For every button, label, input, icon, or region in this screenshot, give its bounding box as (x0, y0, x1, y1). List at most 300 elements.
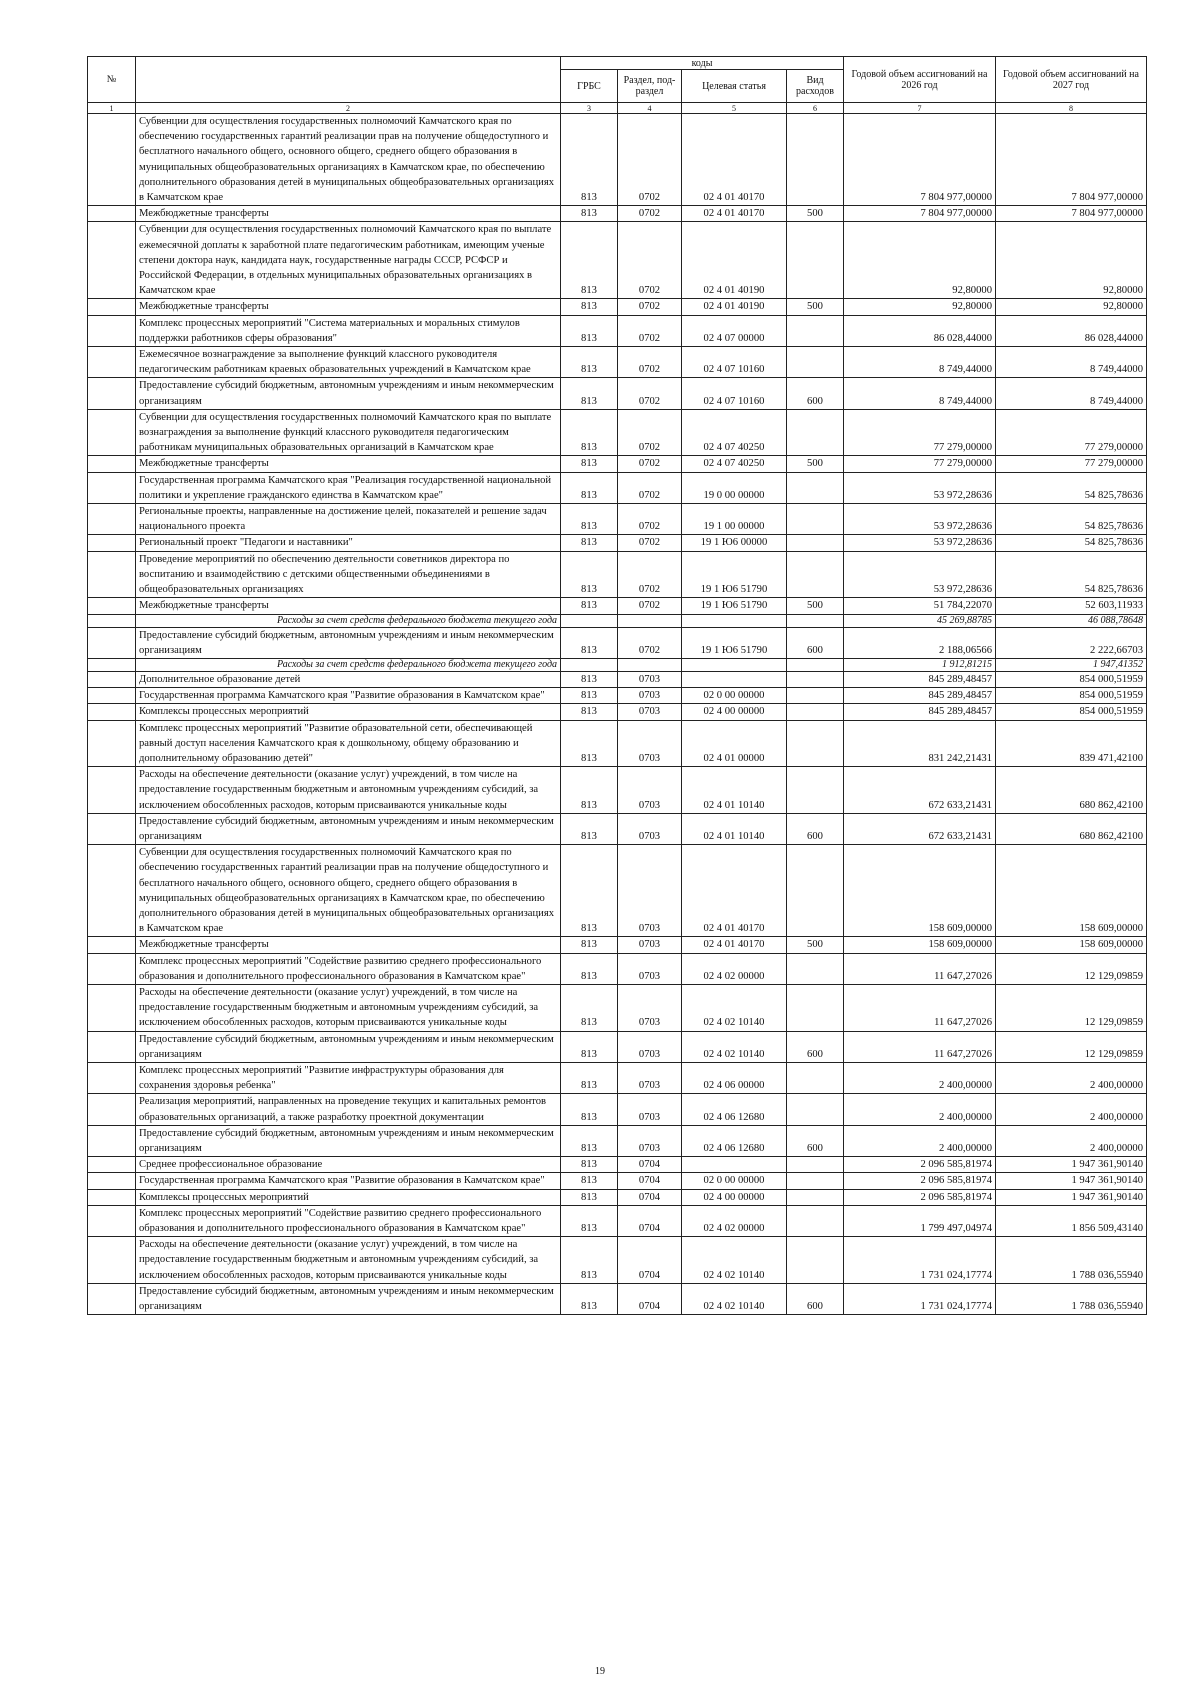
item-name-cell: Межбюджетные трансферты (136, 598, 561, 614)
razdel-cell: 0702 (618, 551, 682, 598)
expense-type-cell: 600 (787, 813, 844, 844)
target-article-cell: 02 4 01 10140 (682, 813, 787, 844)
expense-type-cell (787, 720, 844, 767)
razdel-cell: 0703 (618, 937, 682, 953)
target-article-cell: 02 0 00 00000 (682, 1173, 787, 1189)
razdel-cell: 0702 (618, 472, 682, 503)
table-row (88, 114, 1147, 206)
item-name-cell: Расходы на обеспечение деятельности (оказание услуг) учреждений, в том числе на предоставление государственным бюджетным и автономным учреждениям субсидий, за исключением обособленных расходов, которым присваиваются уникальные коды (136, 767, 561, 814)
grbs-cell: 813 (561, 984, 618, 1031)
target-article-cell: 02 4 00 00000 (682, 704, 787, 720)
item-name-cell: Государственная программа Камчатского края "Развитие образования в Камчатском крае" (136, 688, 561, 704)
expense-type-cell: 600 (787, 1031, 844, 1062)
item-name-cell: Предоставление субсидий бюджетным, автономным учреждениям и иным некоммерческим организациям (136, 378, 561, 409)
row-number-cell (88, 984, 136, 1031)
expense-type-cell: 600 (787, 1125, 844, 1156)
page-number: 19 (595, 1666, 605, 1677)
volume-2027-cell: 1 947 361,90140 (996, 1189, 1147, 1205)
header-grbs: ГРБС (561, 70, 618, 103)
volume-2026-cell: 11 647,27026 (844, 1031, 996, 1062)
grbs-cell: 813 (561, 409, 618, 456)
table-row (88, 720, 1147, 767)
volume-2026-cell: 7 804 977,00000 (844, 206, 996, 222)
item-name-cell: Предоставление субсидий бюджетным, автономным учреждениям и иным некоммерческим организациям (136, 1283, 561, 1314)
volume-2026-cell: 53 972,28636 (844, 551, 996, 598)
row-number-cell (88, 1237, 136, 1284)
volume-2026-cell: 45 269,88785 (844, 614, 996, 627)
expense-type-cell: 500 (787, 598, 844, 614)
expense-type-cell: 500 (787, 937, 844, 953)
item-name-cell: Комплекс процессных мероприятий "Содействие развитию среднего профессионального образования и дополнительного профессионального образования в Камчатском крае" (136, 1205, 561, 1236)
item-name-cell: Проведение мероприятий по обеспечению деятельности советников директора по воспитанию и взаимодействию с детскими общественными объединениями в общеобразовательных организациях (136, 551, 561, 598)
grbs-cell: 813 (561, 535, 618, 551)
volume-2027-cell: 12 129,09859 (996, 984, 1147, 1031)
row-number-cell (88, 845, 136, 937)
volume-2026-cell: 2 188,06566 (844, 627, 996, 658)
grbs-cell: 813 (561, 1157, 618, 1173)
grbs-cell: 813 (561, 472, 618, 503)
volume-2027-cell: 854 000,51959 (996, 704, 1147, 720)
grbs-cell: 813 (561, 1283, 618, 1314)
grbs-cell: 813 (561, 688, 618, 704)
grbs-cell: 813 (561, 1125, 618, 1156)
target-article-cell: 02 4 01 40190 (682, 299, 787, 315)
volume-2027-cell: 2 222,66703 (996, 627, 1147, 658)
item-name-cell: Региональные проекты, направленные на достижение целей, показателей и решение задач национального проекта (136, 504, 561, 535)
row-number-cell (88, 551, 136, 598)
volume-2027-cell: 8 749,44000 (996, 378, 1147, 409)
grbs-cell: 813 (561, 813, 618, 844)
row-number-cell (88, 1189, 136, 1205)
volume-2027-cell: 1 947 361,90140 (996, 1173, 1147, 1189)
volume-2026-cell: 845 289,48457 (844, 688, 996, 704)
volume-2026-cell: 158 609,00000 (844, 937, 996, 953)
header-target-article: Целевая статья (682, 70, 787, 103)
volume-2026-cell: 53 972,28636 (844, 472, 996, 503)
target-article-cell: 02 4 07 10160 (682, 347, 787, 378)
row-number-cell (88, 456, 136, 472)
table-row (88, 1283, 1147, 1314)
volume-2026-cell: 831 242,21431 (844, 720, 996, 767)
expense-type-cell (787, 845, 844, 937)
item-name-cell: Реализация мероприятий, направленных на проведение текущих и капитальных ремонтов образовательных организаций, а также разработку проектной документации (136, 1094, 561, 1125)
table-row (88, 1173, 1147, 1189)
budget-table (87, 56, 1147, 1315)
volume-2026-cell: 53 972,28636 (844, 504, 996, 535)
grbs-cell: 813 (561, 1205, 618, 1236)
expense-type-cell: 500 (787, 456, 844, 472)
grbs-cell: 813 (561, 1094, 618, 1125)
target-article-cell: 19 1 Ю6 51790 (682, 598, 787, 614)
target-article-cell: 02 4 02 10140 (682, 984, 787, 1031)
razdel-cell: 0702 (618, 315, 682, 346)
target-article-cell: 02 4 02 10140 (682, 1031, 787, 1062)
table-row (88, 222, 1147, 299)
table-row (88, 627, 1147, 658)
header-num: № (88, 57, 136, 103)
volume-2026-cell: 8 749,44000 (844, 378, 996, 409)
row-number-cell (88, 1205, 136, 1236)
razdel-cell: 0703 (618, 1031, 682, 1062)
table-row (88, 845, 1147, 937)
volume-2027-cell: 7 804 977,00000 (996, 206, 1147, 222)
table-row (88, 535, 1147, 551)
grbs-cell: 813 (561, 114, 618, 206)
volume-2026-cell: 11 647,27026 (844, 953, 996, 984)
target-article-cell: 02 4 02 10140 (682, 1237, 787, 1284)
razdel-cell: 0703 (618, 720, 682, 767)
item-name-cell: Государственная программа Камчатского края "Развитие образования в Камчатском крае" (136, 1173, 561, 1189)
item-name-cell: Расходы за счет средств федерального бюджета текущего года (136, 658, 561, 671)
grbs-cell: 813 (561, 1237, 618, 1284)
razdel-cell: 0702 (618, 299, 682, 315)
table-row (88, 813, 1147, 844)
razdel-cell: 0704 (618, 1205, 682, 1236)
grbs-cell: 813 (561, 720, 618, 767)
grbs-cell: 813 (561, 704, 618, 720)
volume-2027-cell: 854 000,51959 (996, 671, 1147, 687)
item-name-cell: Субвенции для осуществления государственных полномочий Камчатского края по обеспечению государственных гарантий реализации прав на получение общедоступного и бесплатного начального общего, основного общего, среднего общего образования в муниципальных общеобразовательных организациях в Камчатском крае, по обеспечению дополнительного образования детей в муниципальных общеобразовательных организациях в Камчатском крае (136, 114, 561, 206)
grbs-cell: 813 (561, 551, 618, 598)
table-row (88, 1237, 1147, 1284)
table-row (88, 299, 1147, 315)
row-number-cell (88, 1094, 136, 1125)
target-article-cell: 02 4 01 40170 (682, 206, 787, 222)
expense-type-cell: 500 (787, 299, 844, 315)
target-article-cell: 02 4 07 10160 (682, 378, 787, 409)
target-article-cell: 19 0 00 00000 (682, 472, 787, 503)
volume-2026-cell: 845 289,48457 (844, 671, 996, 687)
expense-type-cell (787, 1173, 844, 1189)
expense-type-cell (787, 984, 844, 1031)
table-body (88, 114, 1147, 1315)
target-article-cell: 02 4 07 40250 (682, 409, 787, 456)
razdel-cell (618, 614, 682, 627)
row-number-cell (88, 598, 136, 614)
column-number-3: 3 (561, 103, 618, 114)
item-name-cell: Комплексы процессных мероприятий (136, 704, 561, 720)
volume-2026-cell: 51 784,22070 (844, 598, 996, 614)
volume-2026-cell: 86 028,44000 (844, 315, 996, 346)
volume-2026-cell: 845 289,48457 (844, 704, 996, 720)
item-name-cell: Расходы за счет средств федерального бюджета текущего года (136, 614, 561, 627)
table-row (88, 347, 1147, 378)
volume-2027-cell: 92,80000 (996, 222, 1147, 299)
expense-type-cell (787, 671, 844, 687)
volume-2026-cell: 7 804 977,00000 (844, 114, 996, 206)
target-article-cell: 02 4 02 00000 (682, 953, 787, 984)
volume-2027-cell: 854 000,51959 (996, 688, 1147, 704)
header-name (136, 57, 561, 103)
table-row (88, 1189, 1147, 1205)
target-article-cell: 19 1 Ю6 51790 (682, 551, 787, 598)
row-number-cell (88, 767, 136, 814)
row-number-cell (88, 688, 136, 704)
item-name-cell: Субвенции для осуществления государственных полномочий Камчатского края по выплате ежемесячной доплаты к заработной плате педагогическим работникам, имеющим ученые степени доктора наук, кандидата наук, государственные награды СССР, РСФСР и Российской Федерации, в отдельных муниципальных образовательных организациях в Камчатском крае (136, 222, 561, 299)
volume-2026-cell: 8 749,44000 (844, 347, 996, 378)
volume-2026-cell: 2 096 585,81974 (844, 1189, 996, 1205)
row-number-cell (88, 627, 136, 658)
item-name-cell: Предоставление субсидий бюджетным, автономным учреждениям и иным некоммерческим организациям (136, 1031, 561, 1062)
expense-type-cell (787, 767, 844, 814)
item-name-cell: Комплекс процессных мероприятий "Система материальных и моральных стимулов поддержки работников сферы образования" (136, 315, 561, 346)
volume-2027-cell: 54 825,78636 (996, 535, 1147, 551)
volume-2027-cell: 12 129,09859 (996, 1031, 1147, 1062)
row-number-cell (88, 813, 136, 844)
expense-type-cell (787, 347, 844, 378)
volume-2027-cell: 77 279,00000 (996, 409, 1147, 456)
table-row (88, 953, 1147, 984)
item-name-cell: Межбюджетные трансферты (136, 206, 561, 222)
grbs-cell: 813 (561, 315, 618, 346)
item-name-cell: Региональный проект "Педагоги и наставники" (136, 535, 561, 551)
row-number-cell (88, 504, 136, 535)
razdel-cell: 0702 (618, 535, 682, 551)
table-row (88, 1157, 1147, 1173)
expense-type-cell (787, 1205, 844, 1236)
row-number-cell (88, 472, 136, 503)
volume-2027-cell: 158 609,00000 (996, 845, 1147, 937)
target-article-cell: 02 4 01 40170 (682, 937, 787, 953)
razdel-cell: 0702 (618, 222, 682, 299)
volume-2027-cell: 2 400,00000 (996, 1125, 1147, 1156)
volume-2027-cell: 1 788 036,55940 (996, 1237, 1147, 1284)
volume-2027-cell: 680 862,42100 (996, 767, 1147, 814)
target-article-cell: 02 0 00 00000 (682, 688, 787, 704)
item-name-cell: Субвенции для осуществления государственных полномочий Камчатского края по обеспечению государственных гарантий реализации прав на получение общедоступного и бесплатного начального общего, основного общего, среднего общего образования в муниципальных общеобразовательных организациях в Камчатском крае, по обеспечению дополнительного образования детей в муниципальных общеобразовательных организациях в Камчатском крае (136, 845, 561, 937)
grbs-cell: 813 (561, 1062, 618, 1093)
volume-2027-cell: 8 749,44000 (996, 347, 1147, 378)
razdel-cell: 0702 (618, 598, 682, 614)
volume-2026-cell: 2 096 585,81974 (844, 1157, 996, 1173)
table-row (88, 688, 1147, 704)
table-row (88, 984, 1147, 1031)
target-article-cell: 02 4 02 10140 (682, 1283, 787, 1314)
column-number-2: 2 (136, 103, 561, 114)
subtotal-row (88, 614, 1147, 627)
grbs-cell: 813 (561, 1173, 618, 1189)
volume-2027-cell: 52 603,11933 (996, 598, 1147, 614)
grbs-cell: 813 (561, 953, 618, 984)
target-article-cell: 02 4 01 10140 (682, 767, 787, 814)
subtotal-row (88, 658, 1147, 671)
table-row (88, 671, 1147, 687)
grbs-cell: 813 (561, 347, 618, 378)
expense-type-cell (787, 535, 844, 551)
item-name-cell: Расходы на обеспечение деятельности (оказание услуг) учреждений, в том числе на предоставление государственным бюджетным и автономным учреждениям субсидий, за исключением обособленных расходов, которым присваиваются уникальные коды (136, 1237, 561, 1284)
row-number-cell (88, 409, 136, 456)
razdel-cell: 0703 (618, 1125, 682, 1156)
volume-2027-cell: 2 400,00000 (996, 1094, 1147, 1125)
expense-type-cell (787, 504, 844, 535)
razdel-cell: 0702 (618, 206, 682, 222)
column-number-1: 1 (88, 103, 136, 114)
table-row (88, 315, 1147, 346)
column-number-6: 6 (787, 103, 844, 114)
row-number-cell (88, 299, 136, 315)
razdel-cell: 0703 (618, 813, 682, 844)
target-article-cell: 02 4 07 40250 (682, 456, 787, 472)
expense-type-cell (787, 472, 844, 503)
razdel-cell: 0703 (618, 984, 682, 1031)
row-number-cell (88, 1062, 136, 1093)
grbs-cell: 813 (561, 1189, 618, 1205)
target-article-cell: 19 1 00 00000 (682, 504, 787, 535)
expense-type-cell (787, 1062, 844, 1093)
razdel-cell: 0704 (618, 1283, 682, 1314)
item-name-cell: Дополнительное образование детей (136, 671, 561, 687)
razdel-cell: 0702 (618, 456, 682, 472)
item-name-cell: Комплекс процессных мероприятий "Развитие образовательной сети, обеспечивающей равный доступ населения Камчатского края к дошкольному, общему образованию и дополнительному образованию детей" (136, 720, 561, 767)
volume-2026-cell: 77 279,00000 (844, 456, 996, 472)
row-number-cell (88, 315, 136, 346)
table-row (88, 1062, 1147, 1093)
header-volume-2026: Годовой объем ассигнований на 2026 год (844, 57, 996, 103)
item-name-cell: Межбюджетные трансферты (136, 456, 561, 472)
target-article-cell (682, 658, 787, 671)
volume-2026-cell: 672 633,21431 (844, 767, 996, 814)
grbs-cell (561, 614, 618, 627)
expense-type-cell: 600 (787, 1283, 844, 1314)
volume-2026-cell: 2 400,00000 (844, 1094, 996, 1125)
razdel-cell: 0702 (618, 114, 682, 206)
grbs-cell (561, 658, 618, 671)
target-article-cell: 02 4 01 00000 (682, 720, 787, 767)
table-row (88, 409, 1147, 456)
target-article-cell: 02 4 06 00000 (682, 1062, 787, 1093)
table-row (88, 704, 1147, 720)
target-article-cell (682, 614, 787, 627)
table-row (88, 206, 1147, 222)
razdel-cell: 0702 (618, 504, 682, 535)
grbs-cell: 813 (561, 456, 618, 472)
volume-2027-cell: 7 804 977,00000 (996, 114, 1147, 206)
razdel-cell: 0704 (618, 1237, 682, 1284)
expense-type-cell (787, 614, 844, 627)
table-row (88, 937, 1147, 953)
volume-2026-cell: 11 647,27026 (844, 984, 996, 1031)
volume-2027-cell: 1 788 036,55940 (996, 1283, 1147, 1314)
item-name-cell: Комплекс процессных мероприятий "Развитие инфраструктуры образования для сохранения здоровья ребенка" (136, 1062, 561, 1093)
volume-2026-cell: 1 912,81215 (844, 658, 996, 671)
volume-2026-cell: 1 799 497,04974 (844, 1205, 996, 1236)
column-number-7: 7 (844, 103, 996, 114)
row-number-cell (88, 614, 136, 627)
expense-type-cell (787, 953, 844, 984)
row-number-cell (88, 1031, 136, 1062)
table-row (88, 456, 1147, 472)
header-razdel: Раздел, под-раздел (618, 70, 682, 103)
target-article-cell (682, 1157, 787, 1173)
expense-type-cell (787, 704, 844, 720)
razdel-cell (618, 658, 682, 671)
item-name-cell: Расходы на обеспечение деятельности (оказание услуг) учреждений, в том числе на предоставление государственным бюджетным и автономным учреждениям субсидий, за исключением обособленных расходов, которым присваиваются уникальные коды (136, 984, 561, 1031)
volume-2027-cell: 77 279,00000 (996, 456, 1147, 472)
razdel-cell: 0704 (618, 1189, 682, 1205)
row-number-cell (88, 937, 136, 953)
razdel-cell: 0703 (618, 704, 682, 720)
volume-2027-cell: 1 856 509,43140 (996, 1205, 1147, 1236)
razdel-cell: 0702 (618, 627, 682, 658)
target-article-cell: 02 4 01 40170 (682, 114, 787, 206)
razdel-cell: 0703 (618, 953, 682, 984)
row-number-cell (88, 114, 136, 206)
grbs-cell: 813 (561, 222, 618, 299)
razdel-cell: 0702 (618, 347, 682, 378)
row-number-cell (88, 1283, 136, 1314)
volume-2027-cell: 54 825,78636 (996, 504, 1147, 535)
razdel-cell: 0702 (618, 378, 682, 409)
volume-2027-cell: 92,80000 (996, 299, 1147, 315)
column-number-4: 4 (618, 103, 682, 114)
target-article-cell: 02 4 00 00000 (682, 1189, 787, 1205)
expense-type-cell (787, 1237, 844, 1284)
razdel-cell: 0703 (618, 671, 682, 687)
table-row (88, 1094, 1147, 1125)
target-article-cell: 02 4 02 00000 (682, 1205, 787, 1236)
volume-2027-cell: 54 825,78636 (996, 472, 1147, 503)
volume-2026-cell: 672 633,21431 (844, 813, 996, 844)
volume-2026-cell: 77 279,00000 (844, 409, 996, 456)
expense-type-cell (787, 1189, 844, 1205)
grbs-cell: 813 (561, 378, 618, 409)
row-number-cell (88, 658, 136, 671)
grbs-cell: 813 (561, 504, 618, 535)
volume-2027-cell: 12 129,09859 (996, 953, 1147, 984)
volume-2027-cell: 1 947,41352 (996, 658, 1147, 671)
header-codes: коды (561, 57, 844, 70)
grbs-cell: 813 (561, 937, 618, 953)
item-name-cell: Межбюджетные трансферты (136, 299, 561, 315)
item-name-cell: Субвенции для осуществления государственных полномочий Камчатского края по выплате вознаграждения за выполнение функций классного руководителя педагогическим работникам муниципальных образовательных организаций в Камчатском крае (136, 409, 561, 456)
volume-2026-cell: 2 400,00000 (844, 1125, 996, 1156)
target-article-cell: 02 4 06 12680 (682, 1125, 787, 1156)
row-number-cell (88, 347, 136, 378)
grbs-cell: 813 (561, 845, 618, 937)
razdel-cell: 0704 (618, 1157, 682, 1173)
expense-type-cell: 600 (787, 378, 844, 409)
expense-type-cell (787, 1094, 844, 1125)
row-number-cell (88, 222, 136, 299)
item-name-cell: Межбюджетные трансферты (136, 937, 561, 953)
razdel-cell: 0703 (618, 767, 682, 814)
expense-type-cell (787, 688, 844, 704)
expense-type-cell: 500 (787, 206, 844, 222)
expense-type-cell (787, 1157, 844, 1173)
target-article-cell: 19 1 Ю6 51790 (682, 627, 787, 658)
expense-type-cell (787, 409, 844, 456)
expense-type-cell (787, 658, 844, 671)
item-name-cell: Комплекс процессных мероприятий "Содействие развитию среднего профессионального образования и дополнительного профессионального образования в Камчатском крае" (136, 953, 561, 984)
razdel-cell: 0704 (618, 1173, 682, 1189)
volume-2026-cell: 1 731 024,17774 (844, 1237, 996, 1284)
grbs-cell: 813 (561, 627, 618, 658)
grbs-cell: 813 (561, 671, 618, 687)
table-row (88, 378, 1147, 409)
target-article-cell (682, 671, 787, 687)
item-name-cell: Ежемесячное вознаграждение за выполнение функций классного руководителя педагогическим работникам краевых образовательных учреждений в Камчатском крае (136, 347, 561, 378)
razdel-cell: 0703 (618, 688, 682, 704)
grbs-cell: 813 (561, 1031, 618, 1062)
table-row (88, 472, 1147, 503)
item-name-cell: Предоставление субсидий бюджетным, автономным учреждениям и иным некоммерческим организациям (136, 1125, 561, 1156)
volume-2027-cell: 839 471,42100 (996, 720, 1147, 767)
item-name-cell: Комплексы процессных мероприятий (136, 1189, 561, 1205)
target-article-cell: 02 4 01 40170 (682, 845, 787, 937)
volume-2026-cell: 2 400,00000 (844, 1062, 996, 1093)
expense-type-cell (787, 315, 844, 346)
volume-2026-cell: 1 731 024,17774 (844, 1283, 996, 1314)
